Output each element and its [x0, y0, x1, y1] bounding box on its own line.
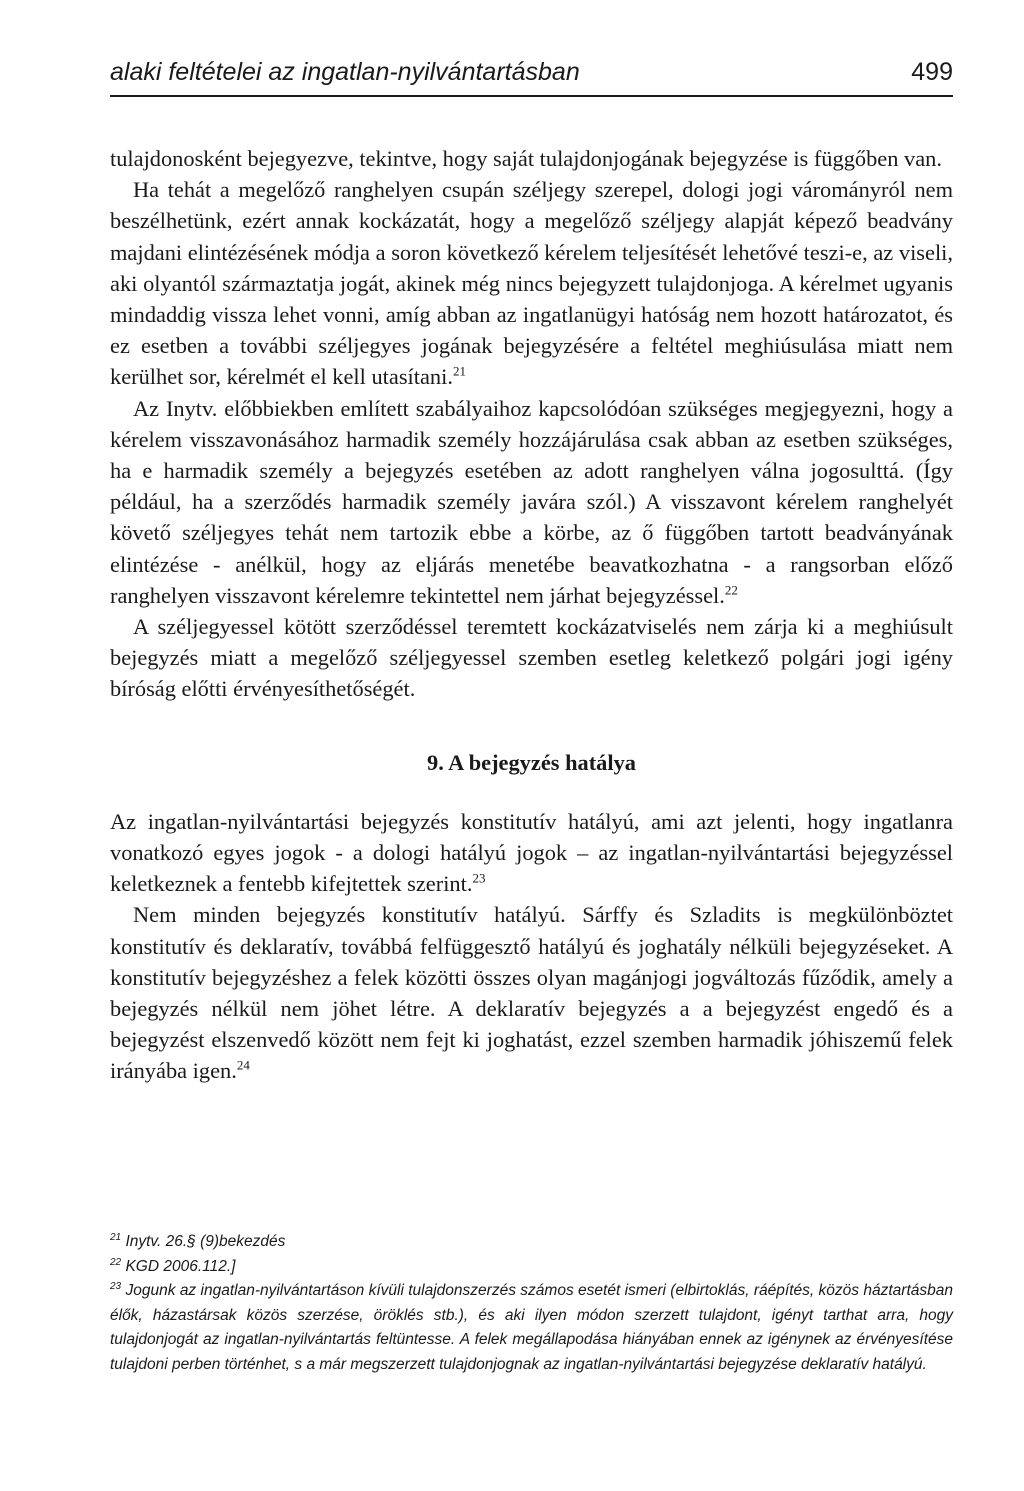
- body-text: [110, 143, 953, 1087]
- paragraph-1: [110, 143, 953, 174]
- section-paragraph-1: [110, 806, 953, 900]
- footnote-text: Jogunk az ingatlan-nyilvántartáson kívüli tulajdonszerzés számos esetét ismeri (elbirtoklás, ráépítés, közös háztartásban élők, házastársak közös szerzése, öröklés stb.), és aki ilyen módon szerzett tulajdont, igényt tarthat arra, hogy tulajdonjogát az ingatlan-nyilvántartás feltüntesse. A felek megállapodása hiányában ennek az igénynek az érvényesítése tulajdoni perben történhet, s a már megszerzett tulajdonjognak az ingatlan-nyilvántartási bejegyzése deklaratív hatályú.: [110, 1282, 953, 1373]
- footnote-text: KGD 2006.112.]: [125, 1257, 236, 1275]
- footnote-number: 23: [110, 1281, 122, 1293]
- paragraph-text: Nem minden bejegyzés konstitutív hatályú. Sárffy és Szladits is megkülönböztet konstitutív és deklaratív, továbbá felfüggesztő hatályú és joghatály nélküli bejegyzéseket. A konstitutív bejegyzéshez a felek közötti összes olyan magánjogi jogváltozás fűződik, amely a bejegyzés nélkül nem jöhet létre. A deklaratív bejegyzés a a bejegyzést engedő és a bejegyzést elszenvedő között nem fejt ki joghatást, ezzel szemben harmadik jóhiszemű felek irányába igen.: [110, 902, 953, 1084]
- footnote-ref-21: 21: [452, 363, 466, 379]
- section-heading: 9. A bejegyzés hatálya: [427, 749, 636, 775]
- paragraph-text: A széljegyessel kötött szerződéssel teremtett kockázatviselés nem zárja ki a meghiúsult bejegyzés miatt a megelőző széljegyessel szemben esetleg keletkező polgári jogi igény bíróság előtti érvényesíthetőségét.: [110, 614, 953, 702]
- paragraph-text: Az ingatlan-nyilvántartási bejegyzés konstitutív hatályú, ami azt jelenti, hogy ingatlanra vonatkozó egyes jogok - a dologi hatályú jogok – az ingatlan-nyilvántartási bejegyzéssel keletkeznek a fentebb kifejtettek szerint.: [110, 808, 953, 897]
- section-paragraph-2: [110, 899, 953, 1086]
- footnote-ref-24: 24: [236, 1058, 250, 1074]
- footnote-text: Inytv. 26.§ (9)bekezdés: [125, 1233, 286, 1250]
- paragraph-text: Az Inytv. előbbiekben említett szabályaihoz kapcsolódóan szükséges megjegyezni, hogy a kérelem visszavonásához harmadik személy hozzájárulása csak abban az esetben szükséges, ha e harmadik személy a bejegyzés esetében az adott ranghelyen válna jogosulttá. (Így például, ha a szerződés harmadik személy javára szól.) A visszavont kérelem ranghelyét követő széljegyes tehát nem tartozik ebbe a körbe, az ő függőben tartott beadványának elintézése - anélkül, hogy az eljárás menetébe beavatkozhatna - a rangsorban előző ranghelyen visszavont kérelemre tekintettel nem járhat bejegyzéssel.: [110, 395, 953, 608]
- footnote-21: [110, 1230, 953, 1255]
- page-number: 499: [911, 58, 953, 86]
- footnote-number: 21: [110, 1231, 122, 1243]
- footnote-23: [110, 1279, 953, 1377]
- paragraph-text: tulajdonosként bejegyezve, tekintve, hogy saját tulajdonjogának bejegyzése is függőben van.: [110, 146, 942, 171]
- running-header: [110, 58, 953, 97]
- footnote-number: 22: [110, 1256, 122, 1268]
- footnotes: [110, 1230, 953, 1378]
- running-title: alaki feltételei az ingatlan-nyilvántartásban: [110, 58, 580, 86]
- page: [110, 58, 953, 1087]
- footnote-ref-22: 22: [724, 582, 738, 598]
- footnote-ref-23: 23: [472, 870, 486, 886]
- footnote-22: [110, 1255, 953, 1280]
- paragraph-3: [110, 393, 953, 611]
- paragraph-4: [110, 611, 953, 705]
- paragraph-text: Ha tehát a megelőző ranghelyen csupán széljegy szerepel, dologi jogi várományról nem beszélhetünk, ezért annak kockázatát, hogy a megelőző széljegy alapját képező beadvány majdani elintézésének módja a soron következő kérelem teljesítését lehetővé teszi-e, az viseli, aki olyantól származtatja jogát, akinek még nincs bejegyzett tulajdonjoga. A kérelmet ugyanis mindaddig vissza lehet vonni, amíg abban az ingatlanügyi hatóság nem hozott határozatot, és ez esetben a további széljegyes jogának bejegyzésére a feltétel meghiúsulása miatt nem kerülhet sor, kérelmét el kell utasítani.: [110, 177, 953, 390]
- paragraph-2: [110, 174, 953, 392]
